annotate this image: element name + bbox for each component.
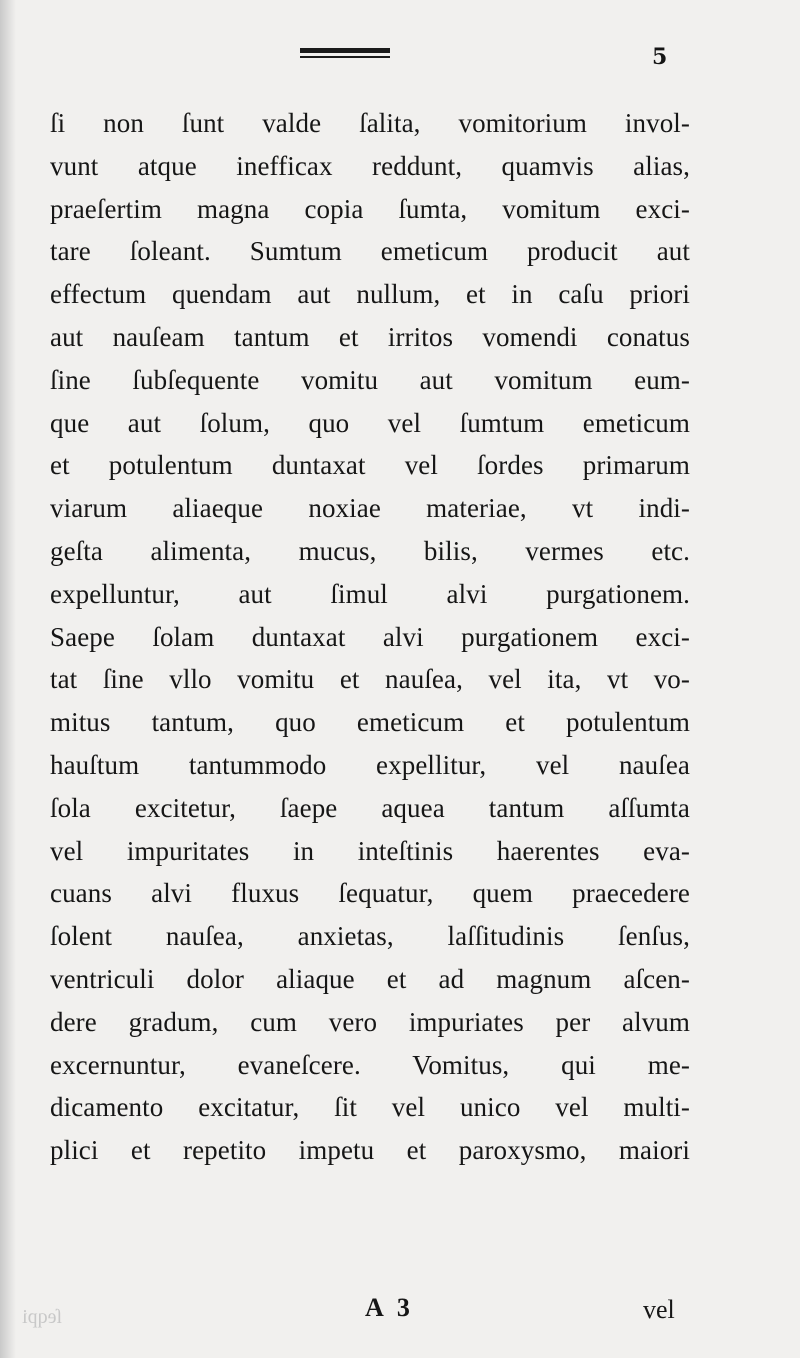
text-line-19: cuans alvi fluxus ſequatur, quem praecedere [50,878,690,909]
page-gutter-shadow [0,0,16,1358]
page-footer [0,1293,800,1333]
text-line-11: geſta alimenta, mucus, bilis, vermes etc. [50,535,690,566]
page-number: 5 [652,44,668,70]
text-line-25: plici et repetito impetu et paroxysmo, maiori [50,1135,690,1166]
text-line-10: viarum aliaeque noxiae materiae, vt indi- [50,493,690,524]
text-line-7: ſine ſubſequente vomitu aut vomitum eum- [50,364,690,395]
text-line-21: ventriculi dolor aliaque et ad magnum aſcen- [50,963,690,994]
body-text [50,102,690,1172]
text-line-15: mitus tantum, quo emeticum et potulentum [50,707,690,738]
text-line-22: dere gradum, cum vero impuriates per alvum [50,1006,690,1037]
text-line-2: vunt atque inefficax reddunt, quamvis alias, [50,150,690,181]
text-line-12: expelluntur, aut ſimul alvi purgationem. [50,578,690,609]
text-line-24: dicamento excitatur, ſit vel unico vel multi- [50,1092,690,1123]
text-line-5: effectum quendam aut nullum, et in caſu priori [50,279,690,310]
text-line-8: que aut ſolum, quo vel ſumtum emeticum [50,407,690,438]
text-line-16: hauſtum tantummodo expellitur, vel nauſea [50,749,690,780]
text-line-9: et potulentum duntaxat vel ſordes primarum [50,450,690,481]
text-line-3: praeſertim magna copia ſumta, vomitum exci- [50,193,690,224]
header-rule [300,48,390,60]
catchword: vel [643,1295,675,1324]
text-line-14: tat ſine vllo vomitu et nauſea, vel ita, vt vo- [50,664,690,695]
text-line-13: Saepe ſolam duntaxat alvi purgationem exci- [50,621,690,652]
header-rule-thick [300,48,390,53]
bleed-through-text: ſeqpi [22,1306,62,1328]
text-line-23: excernuntur, evaneſcere. Vomitus, qui me- [50,1049,690,1080]
text-line-1: ſi non ſunt valde ſalita, vomitorium invol- [50,108,690,138]
text-line-4: tare ſoleant. Sumtum emeticum producit aut [50,236,690,267]
signature-mark: A 3 [365,1293,414,1322]
text-line-6: aut nauſeam tantum et irritos vomendi conatus [50,321,690,352]
text-line-18: vel impuritates in inteſtinis haerentes eva- [50,835,690,866]
text-line-20: ſolent nauſea, anxietas, laſſitudinis ſenſus, [50,921,690,952]
header-rule-thin [300,56,390,58]
text-line-17: ſola excitetur, ſaepe aquea tantum aſſumta [50,792,690,823]
